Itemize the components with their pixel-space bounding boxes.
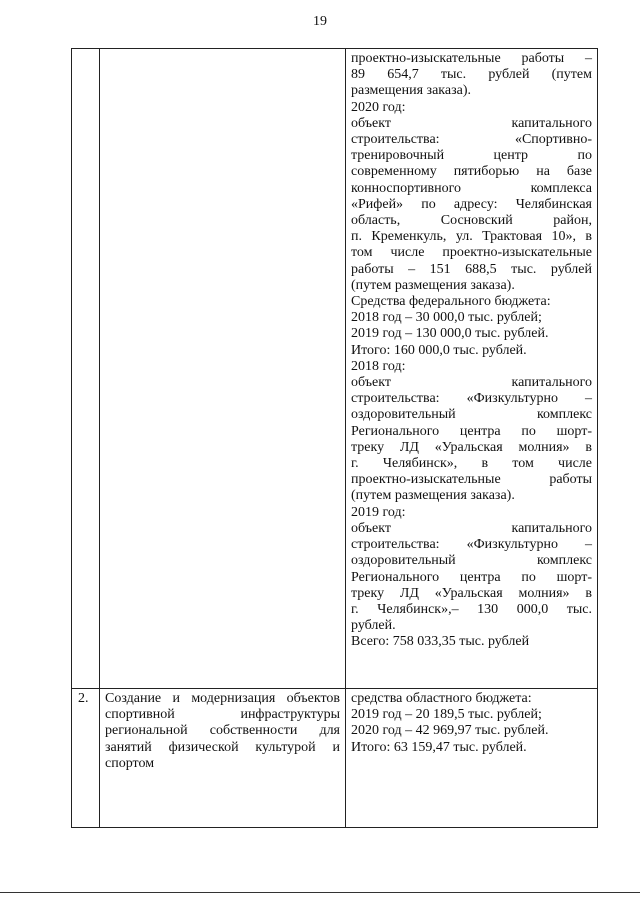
- text-line: конноспортивного комплекса: [351, 180, 592, 196]
- text-line: тренировочный центр по: [351, 148, 592, 164]
- funding-table: [71, 48, 598, 828]
- text-line: современному пятиборью на базе: [351, 164, 592, 180]
- text-line: область, Сосновский район,: [351, 213, 592, 229]
- text-line: (путем размещения заказа).: [351, 277, 515, 293]
- text-line: средства областного бюджета:: [351, 691, 532, 706]
- text-line: проектно-изыскательные работы: [351, 472, 592, 488]
- text-line: «Рифей» по адресу: Челябинская: [351, 196, 592, 212]
- row-number: 2.: [78, 691, 89, 706]
- funding-details: [346, 49, 597, 651]
- text-line: том числе проектно-изыскательные: [351, 245, 592, 261]
- text-line: Итого: 63 159,47 тыс. рублей.: [351, 739, 527, 755]
- text-line: оздоровительный комплекс: [351, 553, 592, 569]
- text-line: строительства: «Физкультурно –: [351, 537, 592, 553]
- text-line: п. Кременкуль, ул. Трактовая 10», в: [351, 229, 592, 245]
- table-row: [72, 689, 598, 828]
- table-row: [72, 49, 598, 689]
- text-line: Всего: 758 033,35 тыс. рублей: [351, 634, 530, 650]
- text-line: проектно-изыскательные работы –: [351, 51, 592, 66]
- text-line: Регионального центра по шорт-: [351, 569, 592, 585]
- text-line: 2020 год – 42 969,97 тыс. рублей.: [351, 723, 549, 739]
- text-line: треку ЛД «Уральская молния» в: [351, 439, 592, 455]
- text-line: рублей.: [351, 618, 396, 634]
- text-line: 2018 год – 30 000,0 тыс. рублей;: [351, 310, 542, 326]
- text-line: 2019 год – 130 000,0 тыс. рублей.: [351, 326, 549, 342]
- bottom-rule: [0, 892, 640, 893]
- page-number: 19: [313, 14, 327, 29]
- activity-name-cell: [100, 689, 346, 828]
- text-line: Средства федерального бюджета:: [351, 294, 551, 310]
- text-line: Создание и модернизация объектов: [105, 691, 340, 706]
- text-line: 2018 год:: [351, 358, 406, 374]
- text-line: региональной собственности для: [105, 723, 340, 739]
- text-line: объект капитального: [351, 115, 592, 131]
- text-line: Итого: 160 000,0 тыс. рублей.: [351, 342, 527, 358]
- text-line: г. Челябинск», в том числе: [351, 456, 592, 472]
- text-line: размещения заказа).: [351, 83, 471, 99]
- activity-name-cell: [100, 49, 346, 689]
- funding-details-cell: [346, 49, 598, 689]
- text-line: работы – 151 688,5 тыс. рублей: [351, 261, 592, 277]
- funding-details-cell: [346, 689, 598, 828]
- text-line: строительства: «Физкультурно –: [351, 391, 592, 407]
- text-line: объект капитального: [351, 520, 592, 536]
- text-line: строительства: «Спортивно-: [351, 132, 592, 148]
- text-line: 2019 год:: [351, 504, 406, 520]
- text-line: занятий физической культурой и: [105, 739, 340, 755]
- text-line: Регионального центра по шорт-: [351, 423, 592, 439]
- text-line: спортивной инфраструктуры: [105, 707, 340, 723]
- row-number-cell: [72, 49, 100, 689]
- text-line: (путем размещения заказа).: [351, 488, 515, 504]
- activity-name: [100, 49, 345, 51]
- text-line: оздоровительный комплекс: [351, 407, 592, 423]
- text-line: спортом: [105, 755, 155, 771]
- row-number: [72, 49, 99, 51]
- funding-details: [346, 689, 597, 756]
- activity-name: [100, 689, 345, 772]
- text-line: 2019 год – 20 189,5 тыс. рублей;: [351, 707, 542, 723]
- text-line: 89 654,7 тыс. рублей (путем: [351, 67, 592, 83]
- text-line: г. Челябинск»,– 130 000,0 тыс.: [351, 601, 592, 617]
- text-line: объект капитального: [351, 375, 592, 391]
- row-number-cell: [72, 689, 100, 828]
- text-line: треку ЛД «Уральская молния» в: [351, 585, 592, 601]
- text-line: 2020 год:: [351, 99, 406, 115]
